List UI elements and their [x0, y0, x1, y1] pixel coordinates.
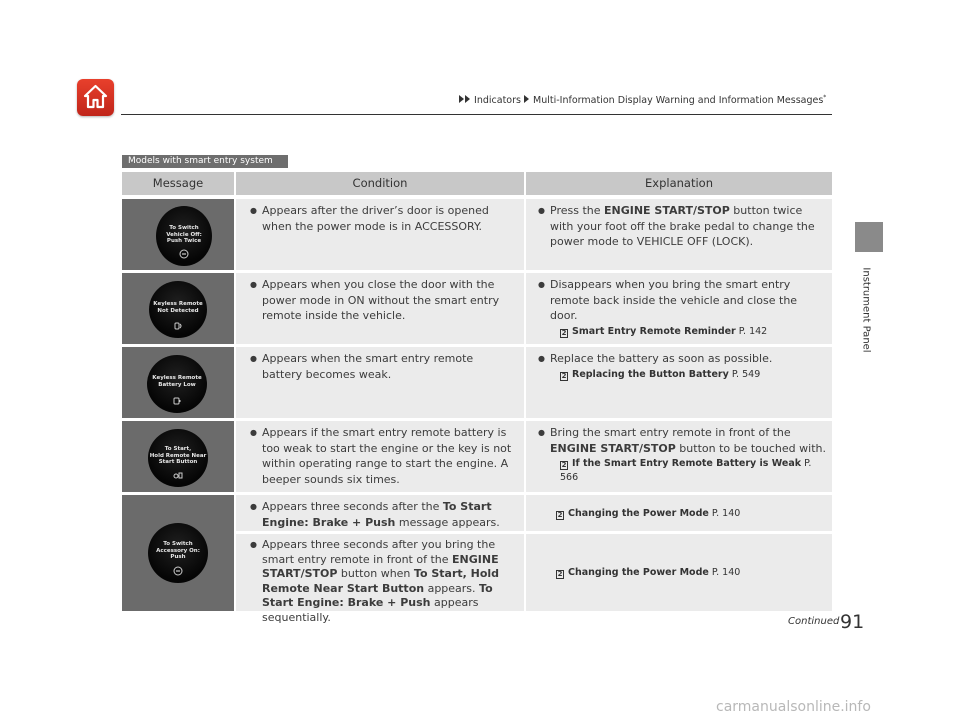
display-screen: [156, 206, 212, 266]
continued-label: Continued: [788, 616, 840, 627]
cross-reference[interactable]: 2 Changing the Power Mode P. 140: [557, 567, 741, 578]
cross-reference[interactable]: 2 Replacing the Button Battery P. 549: [561, 368, 761, 380]
header-rule: [121, 114, 832, 115]
message-image: [122, 273, 234, 344]
explanation-text: ● Replace the battery as soon as possible.: [538, 351, 826, 367]
watermark: carmanualsonline.info: [716, 699, 871, 715]
power-button-icon: [173, 566, 183, 576]
cross-reference[interactable]: 2 If the Smart Entry Remote Battery is Weak P. 566: [560, 458, 812, 483]
footnote-mark: *: [823, 94, 827, 101]
condition-cell: [236, 273, 524, 344]
condition-cell: [236, 421, 524, 492]
condition-text: ● Appears three seconds after you bring the smart entry remote in front of the ENGINE START/STOP button when To Start, Hold Remote Near Start Button appears. To Start Engine: Brake + Push appears sequentially.: [250, 538, 514, 625]
key-fob-icon: [173, 321, 183, 331]
explanation-text: ● Press the ENGINE START/STOP button twice with your foot off the brake pedal to change the power mode to VEHICLE OFF (LOCK).: [538, 203, 826, 250]
explanation-cell: [526, 495, 832, 531]
display-text: Keyless Remote Battery Low: [152, 375, 202, 388]
display-text: Keyless Remote Not Detected: [153, 301, 203, 314]
display-text: To Switch Accessory On: Push: [156, 541, 200, 560]
display-text: To Switch Vehicle Off: Push Twice: [166, 225, 202, 244]
condition-cell: [236, 199, 524, 270]
reference-icon: 2: [561, 328, 567, 337]
power-button-icon: [179, 249, 189, 259]
cross-reference[interactable]: 2 Smart Entry Remote Reminder P. 142: [561, 325, 768, 337]
condition-text: ● Appears when you close the door with the power mode in ON without the smart entry remote inside the vehicle.: [250, 277, 514, 324]
cross-reference[interactable]: 2 Changing the Power Mode P. 140: [557, 508, 741, 519]
explanation-text: ● Bring the smart entry remote in front of the ENGINE START/STOP button to be touched with.: [538, 425, 826, 456]
condition-text: ● Appears three seconds after the To Start Engine: Brake + Push message appears.: [250, 499, 514, 530]
chapter-label: Instrument Panel: [860, 267, 872, 353]
key-near-button-icon: [173, 470, 183, 480]
explanation-text: ● Disappears when you bring the smart entry remote back inside the vehicle and close the door.: [538, 277, 826, 324]
message-image: [122, 199, 234, 270]
message-image: [122, 347, 234, 418]
condition-cell: [236, 534, 524, 624]
models-tag: Models with smart entry system: [122, 155, 288, 168]
reference-icon: 2: [561, 371, 567, 380]
home-icon[interactable]: [77, 79, 114, 116]
display-screen: [148, 523, 208, 583]
display-text: To Start, Hold Remote Near Start Button: [149, 446, 207, 465]
breadcrumb-item-messages[interactable]: Multi-Information Display Warning and Information Messages: [533, 95, 824, 106]
arrow-icon: [465, 95, 470, 103]
column-header-message: Message: [122, 172, 234, 195]
explanation-cell: [526, 534, 832, 611]
chapter-tab[interactable]: [855, 222, 883, 252]
arrow-icon: [524, 95, 529, 103]
reference-icon: 2: [561, 461, 567, 469]
explanation-cell: [526, 199, 832, 270]
reference-icon: 2: [557, 511, 563, 519]
display-screen: [148, 429, 208, 487]
arrow-icon: [459, 95, 464, 103]
message-image: [122, 495, 234, 611]
reference-icon: 2: [557, 570, 563, 578]
column-header-condition: Condition: [236, 172, 524, 195]
battery-low-icon: [172, 396, 182, 406]
condition-cell: [236, 495, 524, 531]
column-header-explanation: Explanation: [526, 172, 832, 195]
display-screen: [147, 355, 207, 413]
page-number: 91: [840, 611, 865, 633]
condition-text: ● Appears when the smart entry remote battery becomes weak.: [250, 351, 514, 382]
explanation-cell: [526, 347, 832, 418]
message-image: [122, 421, 234, 492]
condition-text: ● Appears after the driver’s door is opened when the power mode is in ACCESSORY.: [250, 203, 514, 234]
explanation-cell: [526, 273, 832, 344]
explanation-cell: [526, 421, 832, 492]
display-screen: [149, 281, 207, 338]
condition-text: ● Appears if the smart entry remote battery is too weak to start the engine or the key is not within operating range to start the engine. A beeper sounds six times.: [250, 425, 514, 487]
breadcrumb-item-indicators[interactable]: Indicators: [474, 95, 521, 106]
breadcrumb: [459, 94, 826, 106]
condition-cell: [236, 347, 524, 418]
